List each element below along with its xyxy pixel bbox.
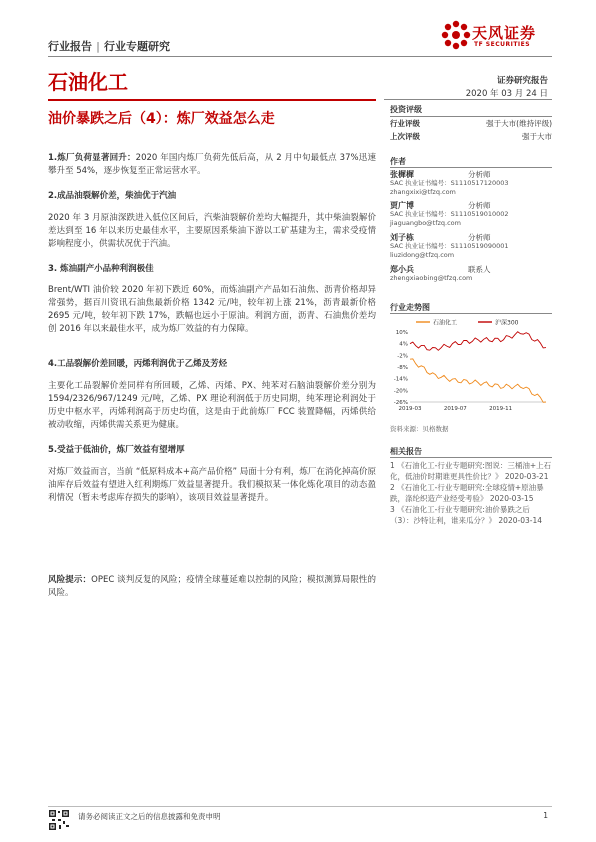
analyst-license: SAC 执业证书编号：S1110517120003	[390, 179, 509, 187]
analyst-title: 分析师	[468, 233, 491, 242]
analyst-name: 郑小兵	[390, 265, 414, 274]
prev-rating-label: 上次评级	[390, 132, 420, 141]
analyst-license: SAC 执业证书编号：S1110519090001	[390, 242, 509, 250]
x-tick-label: 2019-11	[489, 406, 513, 412]
related-divider	[390, 457, 552, 458]
risk-section	[48, 574, 376, 600]
legend-label: 石油化工	[433, 319, 458, 327]
trend-heading: 行业走势图	[390, 303, 430, 312]
related-heading: 相关报告	[390, 447, 422, 456]
footer-disclaimer: 请务必阅读正文之后的信息披露和免责申明	[78, 812, 221, 821]
y-tick-label: -2%	[397, 353, 408, 360]
section-1-text: 2020 年国内炼厂负荷先低后高，从 2 月中旬最低点 37%迅速攀升至 54%，逐步恢复至正常运营水平。	[48, 153, 376, 176]
analyst-name: 刘子栋	[390, 233, 414, 242]
analyst-1	[390, 170, 552, 197]
related-report-2[interactable]: 2 《石油化工-行业专题研究:全球疫情+原油暴跌，涤纶织造产业经受考验》 2020-03-15	[390, 483, 544, 503]
analyst-email[interactable]: zhangxixi@tfzq.com	[390, 188, 456, 196]
analyst-email[interactable]: jiaguangbo@tfzq.com	[390, 219, 461, 227]
analyst-4	[390, 265, 552, 283]
report-date: 2020 年 03 月 24 日	[465, 89, 548, 99]
industry-rating-row	[390, 118, 552, 129]
analyst-license: SAC 执业证书编号：S1110519010002	[390, 210, 509, 218]
analyst-name: 张樨樨	[390, 170, 414, 179]
report-title: 油价暴跌之后（4）：炼厂效益怎么走	[48, 111, 275, 127]
series-line	[410, 332, 546, 351]
section-4	[48, 358, 376, 371]
related-list	[390, 460, 552, 526]
prev-rating-value: 强于大市	[522, 132, 552, 141]
section-2-body	[48, 212, 376, 251]
section-3-text: Brent/WTI 油价较 2020 年初下跌近 60%，而炼油副产产品如石油焦、沥青价格却异常强势，据百川资讯石油焦最新价格 1342 元/吨，较年初上涨 21%，沥青最新价格 2695 元/吨，较年初下跌 17%，跌幅也远小于原油。利润方面，沥青、石油焦价差均创 2016 年以来最佳水平，成为炼厂效益的有力保障。	[48, 285, 376, 334]
y-tick-label: 10%	[395, 330, 408, 336]
analyst-title: 分析师	[468, 201, 491, 210]
x-tick-label: 2019-03	[398, 406, 422, 412]
category-secondary: 行业专题研究	[104, 40, 171, 53]
related-report-1[interactable]: 1 《石油化工-行业专题研究:图说：三桶油+上石化，低油价时期谁更具性价比？》 2020-03-21	[390, 461, 552, 481]
category-separator: |	[96, 40, 101, 53]
y-tick-label: -8%	[397, 365, 408, 371]
series-line	[410, 359, 546, 402]
section-5-body	[48, 466, 376, 505]
section-2	[48, 190, 376, 203]
section-4-body	[48, 380, 376, 432]
prev-rating-row	[390, 131, 552, 142]
footer-divider	[48, 806, 552, 807]
section-4-heading: 4.工品裂解价差回暖，丙烯利润优于乙烯及芳烃	[48, 359, 228, 369]
legend-label: 沪深300	[495, 319, 519, 327]
section-3-body	[48, 284, 376, 336]
y-tick-label: 4%	[399, 341, 408, 348]
trend-divider	[390, 313, 552, 314]
analyst-3	[390, 233, 552, 260]
section-5-text: 对炼厂效益而言，当前 “低原料成本+高产品价格” 局面十分有利，炼厂在消化掉高价原油库存后效益有望进入红利期炼厂效益显著提升。我们模拟某一体化炼化项目的动态盈利情况（暂未考虑库存损失的影响），该项目效益显著提升。	[48, 467, 376, 503]
industry-rating-value: 强于大市(维持评级)	[486, 119, 552, 128]
industry-trend-chart	[390, 316, 552, 416]
y-tick-label: -14%	[393, 376, 408, 383]
header-divider	[48, 56, 552, 57]
analyst-title: 分析师	[468, 170, 491, 179]
qr-code-icon	[48, 809, 70, 831]
authors-heading: 作者	[390, 157, 406, 166]
authors-divider	[390, 167, 552, 168]
section-1-heading: 1.炼厂负荷显著回升：	[48, 153, 136, 163]
section-5-heading: 5.受益于低油价，炼厂效益有望增厚	[48, 445, 185, 455]
y-tick-label: -20%	[393, 388, 408, 395]
section-2-text: 2020 年 3 月原油深跌进入低位区间后，汽柴油裂解价差均大幅提升，其中柴油裂解价差达到至 16 年以来历史最佳水平，主要原因系柴油下游以工矿基建为主，需求受疫情影响程度小，供需状况优于汽油。	[48, 213, 376, 249]
chart-source: 资料来源：贝格数据	[390, 425, 449, 433]
section-1	[48, 152, 376, 178]
risk-text: OPEC 谈判反复的风险；疫情全球蔓延难以控制的风险；模拟测算局限性的风险。	[48, 575, 376, 598]
section-4-text: 主要化工品裂解价差同样有所回暖，乙烯、丙烯、PX、纯苯对石脑油裂解价差分别为 1594/2326/967/1249 元/吨，乙烯、PX 理论利润低于历史同期，纯苯理论利润处于历史中枢水平，丙烯利润高于历史均值，这是由于此前炼厂 FCC 装置降幅，丙烯供给被动收缩，丙烯供需关系更为健康。	[48, 381, 376, 430]
analyst-title: 联系人	[468, 265, 491, 274]
sidebar-divider	[384, 99, 552, 100]
brand-name: 天风证券	[472, 24, 537, 42]
analyst-email[interactable]: liuzidong@tfzq.com	[390, 251, 455, 259]
section-3-heading: 3. 炼油副产小品种利润极佳	[48, 264, 154, 274]
section-5	[48, 444, 376, 457]
section-2-heading: 2.成品油裂解价差，柴油优于汽油	[48, 191, 177, 201]
industry-rating-label: 行业评级	[390, 119, 420, 128]
page-number: 1	[543, 811, 548, 820]
risk-heading: 风险提示：	[48, 575, 92, 585]
analyst-name: 贾广博	[390, 201, 414, 210]
rating-divider	[390, 116, 552, 117]
x-tick-label: 2019-07	[443, 406, 467, 412]
section-3	[48, 263, 376, 276]
y-tick-label: -26%	[393, 400, 408, 406]
category-primary: 行业报告	[48, 40, 92, 53]
industry-name: 石油化工	[48, 70, 128, 94]
report-category	[48, 38, 170, 54]
related-report-3[interactable]: 3 《石油化工-行业专题研究:油价暴跌之后（3）：沙特让利，谁来瓜分？》 2020-03-14	[390, 505, 542, 525]
title-divider	[48, 99, 376, 101]
rating-heading: 投资评级	[390, 105, 422, 114]
report-type: 证券研究报告	[496, 76, 548, 86]
analyst-2	[390, 201, 552, 228]
brand-subtitle: TF SECURITIES	[474, 41, 531, 48]
analyst-email[interactable]: zhengxiaobing@tfzq.com	[390, 274, 473, 282]
